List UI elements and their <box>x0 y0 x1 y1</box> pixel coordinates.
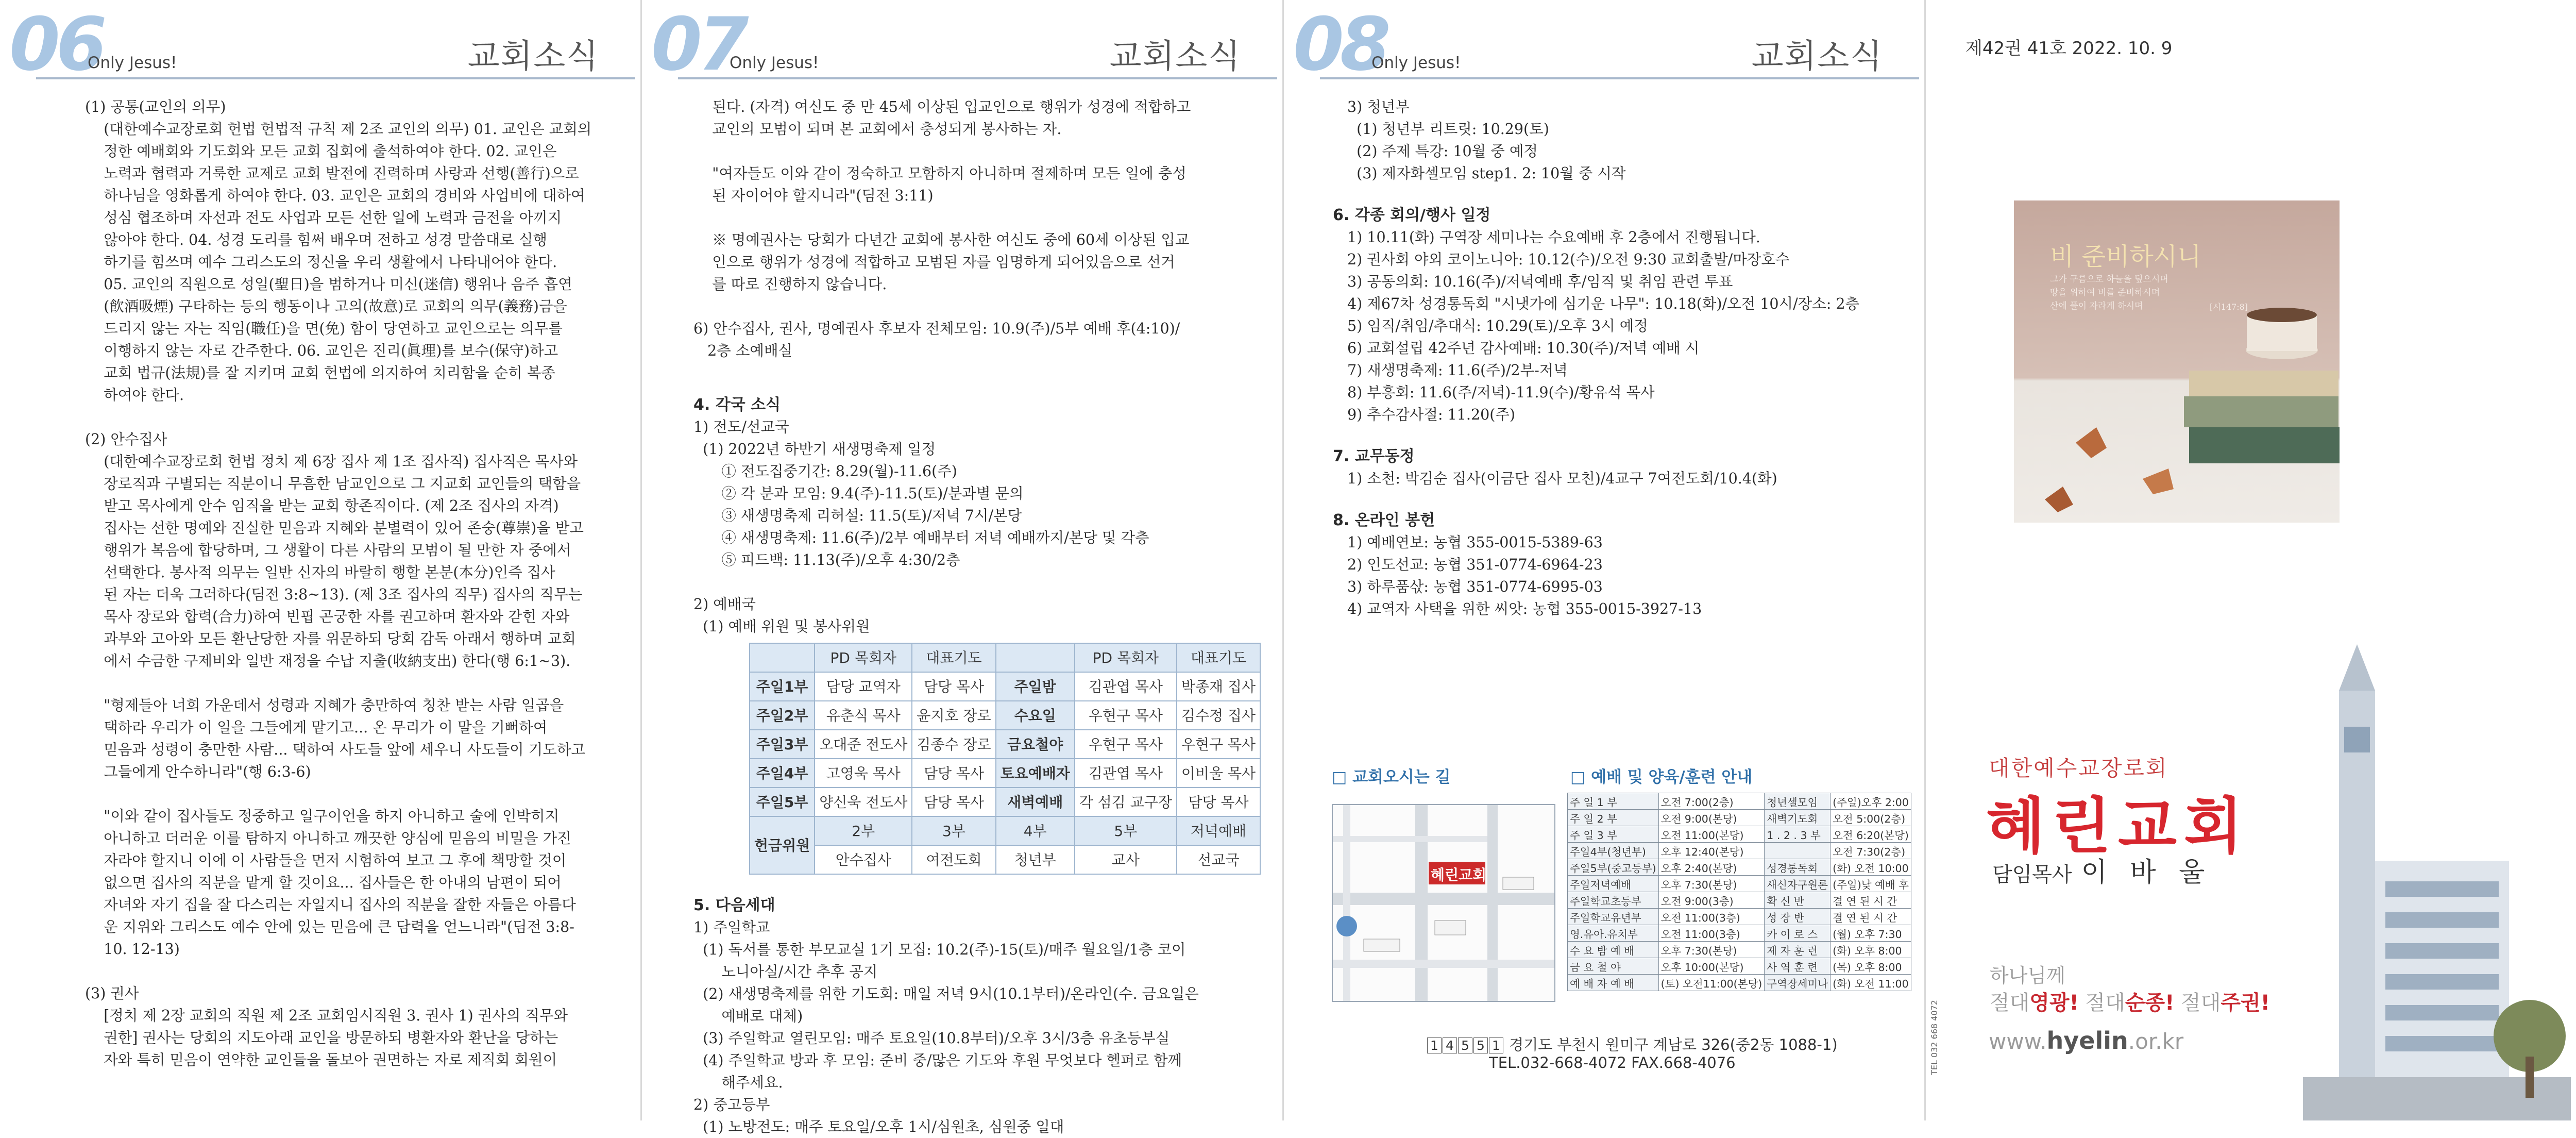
text-line: 를 따로 진행하지 않습니다. <box>693 276 887 293</box>
schedule-cell: 오후 7:30(본당) <box>1658 876 1765 892</box>
table-cell: 4부 <box>996 816 1075 845</box>
map-church-label: 혜린교회 <box>1431 866 1487 883</box>
text-line: 예배로 대체) <box>693 1008 803 1025</box>
text-line: 하여야 한다. <box>85 387 184 404</box>
table-cell: 담당 교역자 <box>815 672 912 701</box>
schedule-cell: 주일저녁예배 <box>1568 876 1659 892</box>
motto-emphasis: 주권! <box>2221 991 2270 1015</box>
page-header <box>1284 0 1924 87</box>
zip-digit: 5 <box>1473 1037 1488 1053</box>
text-line: (3) 주일학교 열린모임: 매주 토요일(10.8부터)/오후 3시/3층 유초등부실 <box>693 1030 1170 1047</box>
motto-word: 절대 <box>2174 991 2221 1015</box>
schedule-cell: 영.유아.유치부 <box>1568 925 1659 942</box>
text-line: 1) 10.11(화) 구역장 세미나는 수요예배 후 2층에서 진행됩니다. <box>1347 229 1760 246</box>
motto-line-1: 하나님께 <box>1990 964 2065 987</box>
url-suffix: .or.kr <box>2128 1029 2184 1054</box>
text-line: ※ 명예권사는 당회가 다년간 교회에 봉사한 여신도 중에 60세 이상된 입교 <box>693 231 1190 248</box>
text-line: 된다. (자격) 여신도 중 만 45세 이상된 입교인으로 행위가 성경에 적합하고 <box>693 98 1191 115</box>
schedule-cell: (화) 오후 8:00 <box>1831 942 1911 958</box>
header-divider <box>678 77 1277 79</box>
card-reference: [시147:8] <box>2210 302 2248 312</box>
schedule-cell: 오전 11:00(3층) <box>1658 909 1765 925</box>
text-line <box>693 140 1282 162</box>
page-8-top-text <box>1347 96 1924 185</box>
schedule-section-title: □ 예배 및 양육/훈련 안내 <box>1570 768 1753 786</box>
text-line: 된 자이어야 할지니라"(딤전 3:11) <box>693 187 934 204</box>
card-verse-line: 그가 구름으로 하늘을 덮으시며 <box>2050 274 2168 284</box>
schedule-cell: 주 일 2 부 <box>1568 810 1659 826</box>
text-line: 에서 수금한 구제비와 일반 재정을 수납 지출(收納支出) 한다(행 6:1~3). <box>85 652 571 670</box>
text-line <box>85 406 640 428</box>
table-cell: 주일밤 <box>996 672 1075 701</box>
schedule-cell: 오전 9:00(본당) <box>1658 810 1765 826</box>
table-cell: 주일5부 <box>750 788 815 816</box>
address-text: 경기도 부천시 원미구 계남로 326(중2동 1088-1) <box>1509 1036 1838 1053</box>
text-line: 1) 주일학교 <box>693 919 770 936</box>
schedule-row <box>1568 975 1911 991</box>
text-line: (1) 독서를 통한 부모교실 1기 모집: 10.2(주)-15(토)/매주 월요일/1층 코이 <box>693 941 1186 958</box>
motto-line-2 <box>1990 986 2270 1016</box>
section-6-list <box>1347 226 1924 426</box>
text-line: (4) 주일학교 방과 후 모임: 준비 중/많은 기도와 후원 무엇보다 헬퍼로 함께 <box>693 1052 1182 1069</box>
schedule-cell: 오후 7:30(본당) <box>1658 942 1765 958</box>
schedule-cell: 오후 2:40(본당) <box>1658 859 1765 876</box>
text-line: (3) 제자화셀모임 step1. 2: 10월 중 시작 <box>1347 165 1626 182</box>
text-line <box>85 672 640 694</box>
table-cell <box>996 643 1075 672</box>
schedule-cell: 확 신 반 <box>1765 892 1831 909</box>
schedule-cell: (주일)낮 예배 후 <box>1831 876 1911 892</box>
text-line: 7) 새생명축제: 11.6(주)/2부-저녁 <box>1347 362 1568 379</box>
page-number: 07 <box>651 2 745 87</box>
schedule-cell: (화) 오전 10:00 <box>1831 859 1911 876</box>
schedule-cell: 성 장 반 <box>1765 909 1831 925</box>
text-line: (1) 2022년 하반기 새생명축제 일정 <box>693 441 936 458</box>
square-bullet-icon: □ <box>1570 768 1591 786</box>
section-4-title: 4. 각국 소식 <box>693 396 781 414</box>
page-8-body <box>1333 96 1924 620</box>
schedule-cell: (화) 오전 11:00 <box>1831 975 1911 991</box>
text-line: ③ 새생명축제 리허설: 11.5(토)/저녁 7시/본당 <box>693 507 1022 524</box>
text-line: 자녀와 자기 집을 잘 다스리는 자일지니 집사의 직분을 잘한 자들은 아름다 <box>85 896 576 913</box>
table-cell: 주일3부 <box>750 730 815 759</box>
schedule-row <box>1568 826 1911 843</box>
table-cell: 5부 <box>1075 816 1177 845</box>
text-line: (1) 노방전도: 매주 토요일/오후 1시/심원초, 심원중 일대 <box>693 1118 1064 1135</box>
table-cell: 담당 목사 <box>912 672 995 701</box>
table-cell: PD 목회자 <box>815 643 912 672</box>
table-cell: 새벽예배 <box>996 788 1075 816</box>
map-section-title: □ 교회오시는 길 <box>1332 768 1451 786</box>
card-verse-line: 땅을 위하여 비를 준비하시며 <box>2050 288 2160 298</box>
schedule-cell: 주 일 1 부 <box>1568 793 1659 810</box>
text-line: 하나님을 영화롭게 하여야 한다. 03. 교인은 교회의 경비와 사업비에 대하여 <box>85 187 585 204</box>
schedule-cell: 금 요 철 야 <box>1568 958 1659 975</box>
text-line: "이와 같이 집사들도 정중하고 일구이언을 하지 아니하고 술에 인박히지 <box>85 808 560 825</box>
section-5-title: 5. 다음세대 <box>693 896 775 914</box>
table-cell: 청년부 <box>996 845 1075 874</box>
pastor-info <box>1992 850 2212 889</box>
page-6 <box>0 0 642 1120</box>
schedule-cell: (토) 오전11:00(본당) <box>1658 975 1765 991</box>
text-line: 자라야 할지니 이에 이 사람들을 먼저 시험하여 보고 그 후에 책망할 것이 <box>85 852 567 869</box>
schedule-cell: 오전 7:00(2층) <box>1658 793 1765 810</box>
table-row <box>750 672 1260 701</box>
section-8-title: 8. 온라인 봉헌 <box>1333 511 1435 529</box>
page-number: 06 <box>9 2 103 87</box>
schedule-row <box>1568 909 1911 925</box>
table-row <box>750 845 1260 874</box>
table-cell: 선교국 <box>1177 845 1260 874</box>
text-line: 믿음과 성령이 충만한 사람... 택하여 사도들 앞에 세우니 사도들이 기도하고 <box>85 741 585 758</box>
text-line: 선택한다. 봉사적 의무는 일반 신자의 바랄히 행할 본분(本分)인즉 집사 <box>85 564 555 581</box>
schedule-cell: (주일)오후 2:00 <box>1831 793 1911 810</box>
text-line: 목사 장로와 합력(合力)하여 빈핍 곤궁한 자를 권고하며 환자와 갇힌 자와 <box>85 608 570 625</box>
text-line: ② 각 분과 모임: 9.4(주)-11.5(토)/분과별 문의 <box>693 485 1024 502</box>
page-7-mid-text <box>693 416 1282 638</box>
schedule-cell: 청년셀모임 <box>1765 793 1831 810</box>
service-table <box>749 643 1261 875</box>
text-line: 택하라 우리가 이 일을 그들에게 맡기고... 온 무리가 이 말을 기뻐하여 <box>85 719 548 736</box>
text-line: 05. 교인의 직원으로 성일(聖日)을 범하거나 미신(迷信) 행위나 음주 흡연 <box>85 276 572 293</box>
table-cell: 여전도회 <box>912 845 995 874</box>
schedule-row <box>1568 810 1911 826</box>
page-7-top-text <box>693 96 1282 362</box>
schedule-row <box>1568 942 1911 958</box>
text-line: 교회 법규(法規)를 잘 지키며 교회 헌법에 의지하여 치리함을 순히 복종 <box>85 364 555 381</box>
page-slogan: Only Jesus! <box>88 54 177 72</box>
text-line: 1) 전도/선교국 <box>693 419 789 436</box>
text-line: 집사는 선한 명예와 진실한 믿음과 지혜와 분별력이 있어 존숭(尊崇)을 받고 <box>85 520 584 537</box>
schedule-cell: 오전 9:00(3층) <box>1658 892 1765 909</box>
schedule-cell: 수 요 밤 예 배 <box>1568 942 1659 958</box>
schedule-cell: 오전 11:00(3층) <box>1658 925 1765 942</box>
text-line: (대한예수교장로회 헌법 헌법적 규칙 제 2조 교인의 의무) 01. 교인은 교회의 <box>85 121 592 138</box>
table-cell: 각 섬김 교구장 <box>1075 788 1177 816</box>
table-cell: 담당 목사 <box>912 759 995 788</box>
text-line: 행위가 복음에 합당하며, 그 생활이 다른 사람의 모범이 될 만한 자 중에서 <box>85 542 571 559</box>
schedule-cell: 사 역 훈 련 <box>1765 958 1831 975</box>
church-phone: TEL.032-668-4072 FAX.668-4076 <box>1489 1054 1736 1072</box>
schedule-cell: 오전 7:30(2층) <box>1831 843 1911 859</box>
text-line: "형제들아 너희 가운데서 성령과 지혜가 충만하여 칭찬 받는 사람 일곱을 <box>85 697 564 714</box>
schedule-cell: 구역장세미나 <box>1765 975 1831 991</box>
text-line: 하기를 힘쓰며 예수 그리스도의 정신을 우리 생활에서 나타내어야 한다. <box>85 254 557 271</box>
text-line <box>85 960 640 982</box>
schedule-cell: 카 이 로 스 <box>1765 925 1831 942</box>
table-cell: 김관엽 목사 <box>1075 759 1177 788</box>
text-line: 장로직과 구별되는 직분이니 무흠한 남교인으로 그 지교회 교인들의 택함을 <box>85 475 581 492</box>
page-number: 08 <box>1293 2 1387 87</box>
church-address <box>1427 1033 1838 1055</box>
schedule-table <box>1567 793 1911 991</box>
text-line: 인으로 행위가 성경에 적합하고 모범된 자를 임명하게 되어있음으로 선거 <box>693 254 1175 271</box>
motto-word: 절대 <box>1990 991 2030 1015</box>
schedule-row <box>1568 925 1911 942</box>
schedule-cell: 주일학교유년부 <box>1568 909 1659 925</box>
text-line: 아니하고 더러운 이를 탐하지 아니하고 깨끗한 양심에 믿음의 비밀을 가진 <box>85 830 571 847</box>
schedule-cell: 결 연 된 시 간 <box>1831 892 1911 909</box>
table-cell: 담당 목사 <box>912 788 995 816</box>
text-line <box>85 783 640 805</box>
section-7-title: 7. 교무동정 <box>1333 447 1415 465</box>
text-line: 운 지위와 그리스도 예수 안에 있는 믿음에 큰 담력을 얻느니라"(딤전 3:8- <box>85 918 574 935</box>
table-cell: 주일4부 <box>750 759 815 788</box>
text-line: 3) 청년부 <box>1347 98 1410 115</box>
schedule-cell: 제 자 훈 련 <box>1765 942 1831 958</box>
motto-word: 절대 <box>2078 991 2125 1015</box>
table-cell: 김종수 장로 <box>912 730 995 759</box>
schedule-row <box>1568 793 1911 810</box>
table-row <box>750 816 1260 845</box>
pastor-label: 담임목사 <box>1992 863 2072 886</box>
schedule-cell: 새벽기도회 <box>1765 810 1831 826</box>
text-line <box>693 571 1282 593</box>
text-line: 1) 예배연보: 농협 355-0015-5389-63 <box>1347 534 1603 551</box>
schedule-cell: 오전 5:00(2층) <box>1831 810 1911 826</box>
schedule-cell: 결 연 된 시 간 <box>1831 909 1911 925</box>
page-slogan: Only Jesus! <box>1371 54 1461 72</box>
table-cell: 주일2부 <box>750 701 815 730</box>
table-cell: PD 목회자 <box>1075 643 1177 672</box>
text-line: ① 전도집중기간: 8.29(월)-11.6(주) <box>693 463 957 480</box>
table-cell: 우현구 목사 <box>1177 730 1260 759</box>
page-slogan: Only Jesus! <box>730 54 819 72</box>
table-row <box>750 788 1260 816</box>
table-cell: 김수정 집사 <box>1177 701 1260 730</box>
table-cell: 토요예배자 <box>996 759 1075 788</box>
schedule-cell: (목) 오후 8:00 <box>1831 958 1911 975</box>
table-cell: 우현구 목사 <box>1075 701 1177 730</box>
text-line: 9) 추수감사절: 11.20(주) <box>1347 406 1515 423</box>
table-cell: 윤지호 장로 <box>912 701 995 730</box>
table-cell: 안수집사 <box>815 845 912 874</box>
schedule-cell: 오후 12:40(본당) <box>1658 843 1765 859</box>
text-line: 2) 예배국 <box>693 596 756 613</box>
schedule-cell: 새신자구원론 <box>1765 876 1831 892</box>
text-line: (2) 안수집사 <box>85 431 167 448</box>
text-line: 드리지 않는 자는 직임(職任)을 면(免) 함이 당연하고 교인으로는 의무를 <box>85 320 563 337</box>
text-line: 3) 공동의회: 10.16(주)/저녁예배 후/임직 및 취임 관련 투표 <box>1347 273 1733 290</box>
page-6-body <box>85 96 640 1071</box>
table-cell: 우현구 목사 <box>1075 730 1177 759</box>
text-line: (1) 공통(교인의 의무) <box>85 98 226 115</box>
text-line: 8) 부흥회: 11.6(주/저녁)-11.9(수)/황유석 목사 <box>1347 384 1655 401</box>
issue-info: 제42권 41호 2022. 10. 9 <box>1965 38 2173 59</box>
schedule-row <box>1568 876 1911 892</box>
text-line: (2) 주제 특강: 10월 중 예정 <box>1347 143 1538 160</box>
table-row <box>750 701 1260 730</box>
schedule-cell: 주일4부(청년부) <box>1568 843 1659 859</box>
page-7-bottom-text <box>693 916 1282 1138</box>
text-line: (飮酒吸煙) 구타하는 등의 행동이나 고의(故意)로 교회의 의무(義務)금을 <box>85 298 567 315</box>
zip-digit: 5 <box>1458 1037 1472 1053</box>
card-verse-line: 산에 풀이 자라게 하시며 <box>2050 301 2143 311</box>
book-cup-leaves-illustration <box>2014 200 2340 523</box>
zip-code <box>1427 1036 1504 1053</box>
table-cell: 고영욱 목사 <box>815 759 912 788</box>
table-cell: 저녁예배 <box>1177 816 1260 845</box>
section-6-title: 6. 각종 회의/행사 일정 <box>1333 206 1491 224</box>
schedule-cell: 오후 10:00(본당) <box>1658 958 1765 975</box>
text-line: 정한 예배회와 기도회와 모든 교회 집회에 출석하여야 한다. 02. 교인은 <box>85 143 557 160</box>
text-line: 4) 교역자 사택을 위한 씨앗: 농협 355-0015-3927-13 <box>1347 600 1702 617</box>
map-graphic <box>1333 805 1554 1001</box>
page-title: 교회소식 <box>1109 38 1241 76</box>
schedule-cell: 주일학교초등부 <box>1568 892 1659 909</box>
church-map <box>1332 804 1555 1002</box>
zip-digit: 1 <box>1489 1037 1503 1053</box>
text-line: "여자들도 이와 같이 정숙하고 모함하지 아니하며 절제하며 모든 일에 충성 <box>693 165 1187 182</box>
text-line: 않아야 한다. 04. 성경 도리를 힘써 배우며 전하고 성경 말씀대로 실행 <box>85 231 548 248</box>
section-7-list <box>1347 467 1924 490</box>
table-cell: 이비울 목사 <box>1177 759 1260 788</box>
schedule-row <box>1568 843 1911 859</box>
table-cell: 담당 목사 <box>1177 788 1260 816</box>
square-bullet-icon: □ <box>1332 768 1353 786</box>
schedule-cell <box>1765 843 1831 859</box>
schedule-cell: 오전 11:00(본당) <box>1658 826 1765 843</box>
table-cell: 김관엽 목사 <box>1075 672 1177 701</box>
schedule-cell: 주 일 3 부 <box>1568 826 1659 843</box>
table-cell: 수요일 <box>996 701 1075 730</box>
text-line: (3) 권사 <box>85 985 139 1002</box>
page-7 <box>642 0 1284 1135</box>
text-line: 4) 제67차 성경통독회 "시냇가에 심기운 나무": 10.18(화)/오전 10시/장소: 2층 <box>1347 295 1860 312</box>
schedule-cell: 주일5부(중고등부) <box>1568 859 1659 876</box>
text-line: [정치 제 2장 교회의 직원 제 2조 교회임시직원 3. 권사 1) 권사의 직무와 <box>85 1007 568 1024</box>
section-8-list <box>1347 531 1924 620</box>
schedule-cell: 예 배 자 예 배 <box>1568 975 1659 991</box>
url-domain: hyelin <box>2046 1027 2128 1055</box>
text-line: 5) 임직/취임/추대식: 10.29(토)/오후 3시 예정 <box>1347 317 1648 334</box>
schedule-cell: 성경통독회 <box>1765 859 1831 876</box>
cover-card-image <box>2014 200 2340 523</box>
text-line: 노니아실/시간 추후 공지 <box>693 963 878 980</box>
motto-emphasis: 영광! <box>2029 991 2079 1015</box>
header-divider <box>36 77 635 79</box>
text-line: 해주세요. <box>693 1074 783 1091</box>
schedule-row <box>1568 958 1911 975</box>
text-line: 성심 협조하며 자선과 전도 사업과 모든 선한 일에 노력과 금전을 아끼지 <box>85 209 562 226</box>
table-cell <box>750 643 815 672</box>
text-line: 3) 하루품삯: 농협 351-0774-6995-03 <box>1347 578 1603 595</box>
denomination: 대한예수교장로회 <box>1989 756 2168 781</box>
text-line: (1) 예배 위원 및 봉사위원 <box>693 618 870 635</box>
schedule-row <box>1568 859 1911 876</box>
schedule-cell: 오전 6:20(본당) <box>1831 826 1911 843</box>
church-name: 혜린교회 <box>1986 791 2250 862</box>
text-line: 과부와 고아와 모든 환난당한 자를 위문하되 당회 감독 아래서 행하며 교회 <box>85 630 576 647</box>
table-cell: 양신욱 전도사 <box>815 788 912 816</box>
text-line: 없으면 집사의 직분을 맡게 할 것이요... 집사들은 한 아내의 남편이 되어 <box>85 874 562 891</box>
schedule-cell: 1 . 2 . 3 부 <box>1765 826 1831 843</box>
schedule-row <box>1568 892 1911 909</box>
table-cell: 오대준 전도사 <box>815 730 912 759</box>
table-cell: 유춘식 목사 <box>815 701 912 730</box>
table-cell: 3부 <box>912 816 995 845</box>
page-header <box>642 0 1282 87</box>
table-cell: 대표기도 <box>1177 643 1260 672</box>
pastor-name: 이 바 울 <box>2081 857 2212 888</box>
text-line: 노력과 협력과 거룩한 교제로 교회 발전에 진력하며 사랑과 선행(善行)으로 <box>85 165 579 182</box>
header-divider <box>1320 77 1919 79</box>
page-header <box>0 0 640 87</box>
text-line: (1) 청년부 리트릿: 10.29(토) <box>1347 121 1549 138</box>
text-line: (2) 새생명축제를 위한 기도회: 매일 저녁 9시(10.1부터)/온라인(수. 금요일은 <box>693 985 1199 1002</box>
table-cell: 금요철야 <box>996 730 1075 759</box>
table-cell: 대표기도 <box>912 643 995 672</box>
text-line: ④ 새생명축제: 11.6(주)/2부 예배부터 저녁 예배까지/본당 및 각층 <box>693 529 1149 546</box>
table-header-row <box>750 643 1260 672</box>
page-title: 교회소식 <box>467 38 599 76</box>
page-title: 교회소식 <box>1751 38 1883 76</box>
text-line: ⑤ 피드백: 11.13(주)/오후 4:30/2층 <box>693 551 960 568</box>
text-line: 이행하지 않는 자로 간주한다. 06. 교인은 진리(眞理)를 보수(保守)하고 <box>85 342 558 359</box>
text-line: 권한] 권사는 당회의 지도아래 교인을 방문하되 병환자와 환난을 당하는 <box>85 1029 558 1046</box>
table-cell: 2부 <box>815 816 912 845</box>
text-line: 받고 목사에게 안수 임직을 받는 교회 항존직이다. (제 2조 집사의 자격) <box>85 497 559 514</box>
text-line: 자와 특히 믿음이 연약한 교인들을 돌보아 권면하는 자로 제직회 회원이 <box>85 1051 557 1068</box>
table-row <box>750 730 1260 759</box>
text-line: 그들에게 안수하니라"(행 6:3-6) <box>85 763 311 780</box>
text-line: 10. 12-13) <box>85 941 180 958</box>
text-line: 2) 인도선교: 농협 351-0774-6964-23 <box>1347 556 1603 573</box>
table-cell: 교사 <box>1075 845 1177 874</box>
text-line: 1) 소천: 박김순 집사(이금단 집사 모친)/4교구 7여전도회/10.4(화) <box>1347 470 1777 487</box>
table-cell: 주일1부 <box>750 672 815 701</box>
church-website[interactable] <box>1989 1027 2183 1055</box>
text-line: 2) 권사회 야외 코이노니아: 10.12(수)/오전 9:30 교회출발/마장호수 <box>1347 251 1790 268</box>
schedule-cell: (월) 오후 7:30 <box>1831 925 1911 942</box>
url-prefix: www. <box>1989 1029 2047 1054</box>
text-line: 6) 교회설립 42주년 감사예배: 10.30(주)/저녁 예배 시 <box>1347 340 1700 357</box>
text-line: 2층 소예배실 <box>693 342 793 359</box>
text-line: 6) 안수집사, 권사, 명예권사 후보자 전체모임: 10.9(주)/5부 예배 후(4:10)/ <box>693 320 1180 337</box>
table-cell: 박종재 집사 <box>1177 672 1260 701</box>
text-line: 교인의 모범이 되며 본 교회에서 충성되게 봉사하는 자. <box>693 121 1062 138</box>
zip-digit: 1 <box>1427 1037 1442 1053</box>
side-note: TEL 032 668 4072 <box>1929 1000 1939 1075</box>
text-line: 된 자는 더욱 그러하다(딤전 3:8~13). (제 3조 집사의 직무) 집사의 직무는 <box>85 586 583 603</box>
page-7-body <box>693 96 1282 1138</box>
text-line <box>693 207 1282 229</box>
zip-digit: 4 <box>1443 1037 1457 1053</box>
church-building-illustration <box>2303 644 2571 1120</box>
motto-emphasis: 순종! <box>2125 991 2175 1015</box>
table-cell: 헌금위원 <box>750 816 815 874</box>
text-line <box>693 295 1282 317</box>
table-row <box>750 759 1260 788</box>
text-line: 2) 중고등부 <box>693 1096 770 1113</box>
service-table-wrap <box>749 643 1282 875</box>
text-line: (대한예수교장로회 헌법 정치 제 6장 집사 제 1조 집사직) 집사직은 목사와 <box>85 453 578 470</box>
card-title: 비 준비하시니 <box>2050 242 2201 271</box>
schedule-table-wrap <box>1567 793 1911 991</box>
